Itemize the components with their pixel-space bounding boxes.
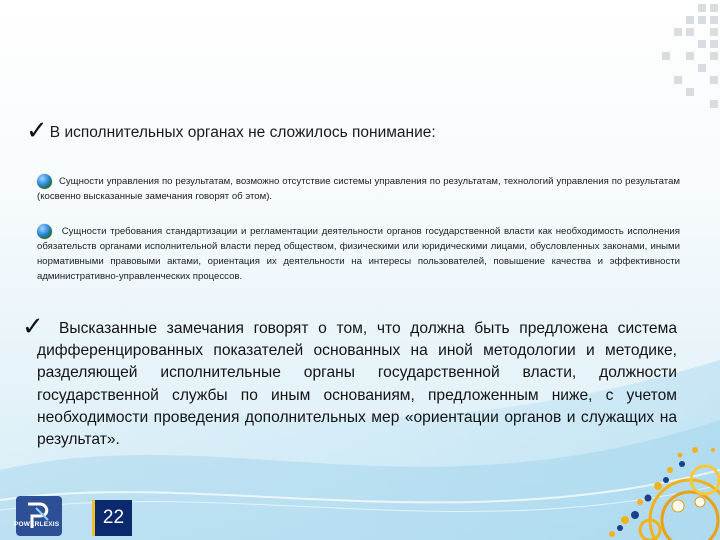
heading-1 (26, 118, 436, 144)
bullet-item-2 (37, 224, 680, 284)
logo-text: POWERLEXIS (14, 521, 60, 528)
page-number: 22 (92, 500, 132, 536)
bullet-item-2-text: Сущности требования стандартизации и регламентации деятельности органов государственной власти как необходимость исполнения обязательств органами исполнительной власти перед обществом, физическими или юридическими лицами, обусловленных законами, иными нормативными правовыми актами, ориентация их деятельности на интересы пользователей, повышение качества и эффективности административно-управленческих процессов. (37, 226, 680, 283)
globe-bullet-icon (37, 224, 52, 239)
checkmark-icon: ✓ (22, 312, 44, 342)
powerlexis-logo (10, 494, 70, 538)
bullet-item-1-text: Сущности управления по результатам, возможно отсутствие системы управления по результатам, технологий управления по результатам (косвенно высказанные замечания говорят об этом). (37, 176, 680, 203)
globe-bullet-icon (37, 174, 52, 189)
corner-decoration (580, 0, 720, 120)
bullet-item-1 (37, 174, 680, 204)
checkmark-icon: ✓ (26, 116, 48, 146)
conclusion-text: Высказанные замечания говорят о том, что должна быть предложена система дифференцированных показателей основанных на иной методологии и методике, разделяющей исполнительные органы государственной власти, должности государственной службы по иным основаниям, предложенным ниже, с учетом необходимости проведения дополнительных мер «ориентации органов и служащих на результат». (37, 320, 677, 449)
heading-1-text: В исполнительных органах не сложилось понимание: (49, 124, 436, 141)
